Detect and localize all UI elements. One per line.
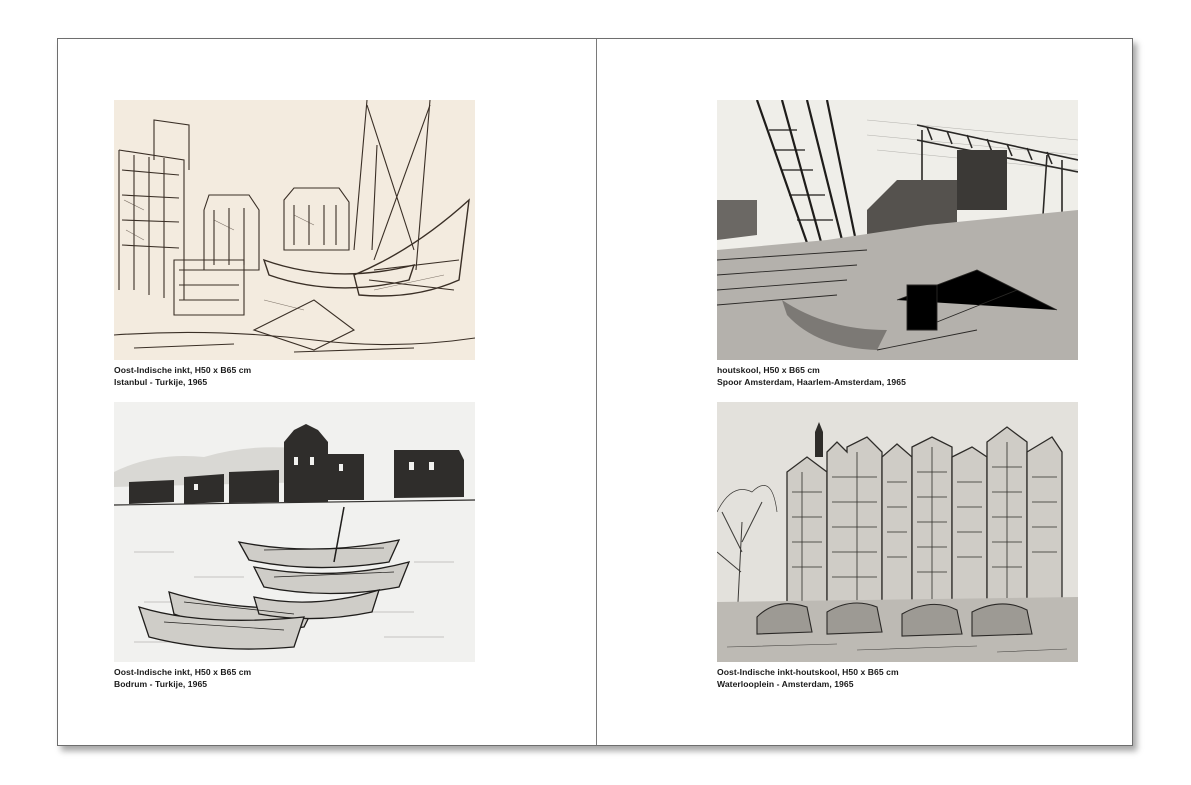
caption-waterlooplein	[717, 666, 1097, 690]
caption-medium: Oost-Indische inkt, H50 x B65 cm	[114, 365, 252, 375]
caption-spoor-amsterdam	[717, 364, 1097, 388]
sketch-harbor-boats-icon	[114, 100, 475, 360]
sketch-rowboats-waterfront-icon	[114, 402, 475, 662]
caption-title: Waterlooplein - Amsterdam, 1965	[717, 679, 854, 689]
sketch-railway-crane-icon	[717, 100, 1078, 360]
artwork-istanbul	[114, 100, 475, 360]
caption-title: Bodrum - Turkije, 1965	[114, 679, 208, 689]
caption-istanbul	[114, 364, 494, 388]
caption-title: Istanbul - Turkije, 1965	[114, 377, 208, 387]
sketch-canal-houses-icon	[717, 402, 1078, 662]
artwork-bodrum	[114, 402, 475, 662]
caption-title: Spoor Amsterdam, Haarlem-Amsterdam, 1965	[717, 377, 906, 387]
caption-medium: Oost-Indische inkt, H50 x B65 cm	[114, 667, 252, 677]
artwork-spoor-amsterdam	[717, 100, 1078, 360]
caption-bodrum	[114, 666, 494, 690]
book-spread	[57, 38, 1133, 746]
caption-medium: houtskool, H50 x B65 cm	[717, 365, 820, 375]
caption-medium: Oost-Indische inkt-houtskool, H50 x B65 cm	[717, 667, 899, 677]
page-gutter	[596, 39, 597, 745]
artwork-waterlooplein	[717, 402, 1078, 662]
